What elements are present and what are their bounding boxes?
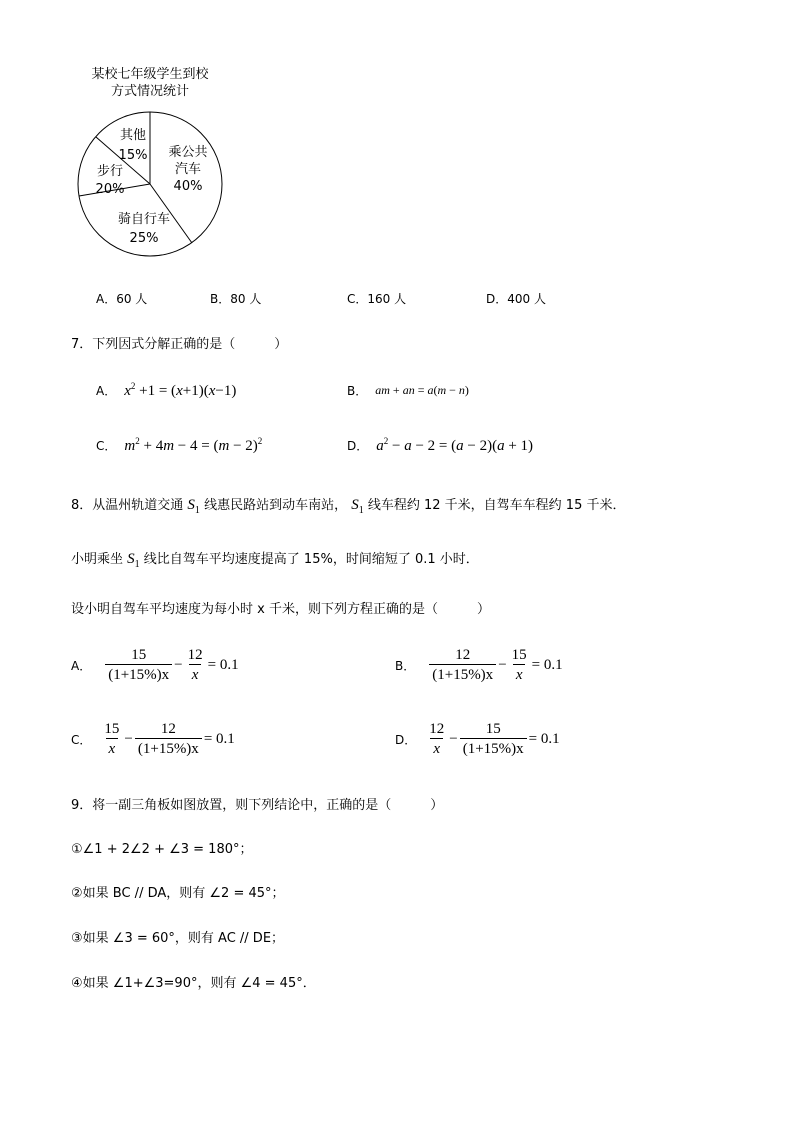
q6-option-c-text: 160 人 xyxy=(367,292,407,306)
q7-stem: 7．下列因式分解正确的是（ ） xyxy=(71,337,288,352)
pie-label-walk-name: 步行 xyxy=(96,164,123,179)
q8-option-d-frac2 xyxy=(460,720,527,759)
q6-option-a xyxy=(96,290,147,307)
pie-label-other xyxy=(110,126,156,166)
q8-option-c-num2: 12 xyxy=(160,721,176,737)
q8-option-c-frac2 xyxy=(135,720,202,759)
q7-option-c-label: C． xyxy=(96,439,117,453)
q6-option-b-label: B． xyxy=(210,292,231,306)
q8-s1-symbol-b xyxy=(351,497,364,516)
q8-line1-a: 8．从温州轨道交通 xyxy=(71,498,184,513)
q8-option-d-label: D． xyxy=(395,733,417,747)
q7-option-d xyxy=(347,436,533,455)
q7-option-b-label: B． xyxy=(347,384,368,398)
q8-s1-sub-b: 1 xyxy=(358,505,364,516)
q8-option-c-num1: 15 xyxy=(104,721,120,737)
pie-chart-title xyxy=(80,66,220,100)
q7-option-a-label: A． xyxy=(96,384,117,398)
q8-line1-b: 线惠民路站到动车南站， xyxy=(204,498,348,513)
pie-label-walk xyxy=(88,163,132,199)
q8-option-d-rhs: = 0.1 xyxy=(528,731,560,747)
q7-option-d-math: $a^2 - a - 2 = (a - 2)(a + 1)$ xyxy=(376,436,534,454)
pie-label-walk-value: 20% xyxy=(95,182,125,197)
q8-option-b-den1: (1+15%)x xyxy=(429,664,496,685)
q8-option-d-num1: 12 xyxy=(429,721,445,737)
q8-s1-symbol-a xyxy=(187,497,200,516)
q9-stem: 9．将一副三角板如图放置，则下列结论中，正确的是（ ） xyxy=(71,798,444,813)
q7-option-c xyxy=(96,436,262,455)
q8-option-d xyxy=(395,720,560,759)
q8-option-c-den2: (1+15%)x xyxy=(135,738,202,759)
q6-option-b-text: 80 人 xyxy=(230,292,262,306)
q8-line1-c: 线车程约 12 千米，自驾车车程约 15 千米． xyxy=(367,498,626,513)
q8-option-a-rhs: = 0.1 xyxy=(207,657,239,673)
q7-option-c-math: $m^2 + 4m - 4 = (m - 2)^2$ xyxy=(124,436,263,454)
q9-item-4: ④如果 ∠1+∠3=90°，则有 ∠4 = 45°． xyxy=(71,976,316,991)
q6-option-d xyxy=(486,290,546,307)
q8-option-a-frac1 xyxy=(105,646,172,685)
q8-option-a-den1: (1+15%)x xyxy=(105,664,172,685)
q8-s1-symbol-c xyxy=(127,551,140,570)
q6-option-a-text: 60 人 xyxy=(116,292,148,306)
q8-option-c-minus: − xyxy=(124,731,133,747)
q8-option-a-label: A． xyxy=(71,659,92,673)
q8-line2 xyxy=(71,548,479,570)
q8-option-b-num1: 12 xyxy=(455,647,471,663)
q8-option-a-num2: 12 xyxy=(187,647,203,663)
q8-option-c-label: C． xyxy=(71,733,92,747)
q6-option-b xyxy=(210,290,261,307)
q8-option-c-rhs: = 0.1 xyxy=(203,731,235,747)
pie-label-bike-value: 25% xyxy=(129,231,159,246)
pie-chart-title-line2: 方式情况统计 xyxy=(110,84,189,99)
q8-option-d-frac1 xyxy=(426,720,447,759)
q8-option-c-den1: x xyxy=(106,738,119,759)
q7-option-b-math: am + an = a(m − n) xyxy=(375,383,469,397)
q8-option-a-minus: − xyxy=(174,657,183,673)
q8-option-a-frac2 xyxy=(185,646,206,685)
q6-option-d-text: 400 人 xyxy=(507,292,546,306)
q8-option-d-den2: (1+15%)x xyxy=(460,738,527,759)
q8-option-c xyxy=(71,720,235,759)
pie-label-bus xyxy=(160,144,216,195)
q7-option-d-label: D． xyxy=(347,439,369,453)
pie-label-bike-name: 骑自行车 xyxy=(117,212,170,227)
q6-option-a-label: A． xyxy=(96,292,117,306)
q8-option-b-den2: x xyxy=(513,664,526,685)
q8-option-a xyxy=(71,646,239,685)
q9-item-1: ①∠1 + 2∠2 + ∠3 = 180°； xyxy=(71,842,253,857)
q8-line3: 设小明自驾车平均速度为每小时 x 千米，则下列方程正确的是（ ） xyxy=(71,602,490,617)
pie-chart-title-line1: 某校七年级学生到校 xyxy=(91,67,209,82)
q6-option-c-label: C． xyxy=(347,292,368,306)
q8-option-b-num2: 15 xyxy=(511,647,527,663)
q8-option-b-label: B． xyxy=(395,659,416,673)
q8-option-c-frac1 xyxy=(101,720,122,759)
q8-option-b-rhs: = 0.1 xyxy=(531,657,563,673)
pie-label-bus-name1: 乘公共 xyxy=(168,145,208,160)
q8-option-b-minus: − xyxy=(498,657,507,673)
pie-label-other-value: 15% xyxy=(118,148,148,163)
q9-item-3: ③如果 ∠3 = 60°，则有 AC // DE； xyxy=(71,931,285,946)
q8-option-a-num1: 15 xyxy=(131,647,147,663)
q6-option-d-label: D． xyxy=(486,292,508,306)
q7-option-a-math: $x^2 +1 = (x+1)(x-1)$ xyxy=(124,381,237,399)
pie-label-bike xyxy=(108,210,180,248)
q8-option-d-num2: 15 xyxy=(485,721,501,737)
q8-s1-s-b: S xyxy=(351,497,359,513)
q8-option-d-den1: x xyxy=(430,738,443,759)
q8-s1-sub-c: 1 xyxy=(134,559,140,570)
pie-label-bus-value: 40% xyxy=(173,179,203,194)
q8-option-d-minus: − xyxy=(449,731,458,747)
pie-label-bus-name2: 汽车 xyxy=(174,162,201,177)
q8-option-b-frac2 xyxy=(509,646,530,685)
q8-option-b xyxy=(395,646,563,685)
q6-option-c xyxy=(347,290,406,307)
q8-line2-b: 线比自驾车平均速度提高了 15%，时间缩短了 0.1 小时． xyxy=(143,552,479,567)
q8-option-a-den2: x xyxy=(189,664,202,685)
q9-item-2: ②如果 BC // DA，则有 ∠2 = 45°； xyxy=(71,886,285,901)
q8-s1-s-a: S xyxy=(187,497,195,513)
q8-s1-sub-a: 1 xyxy=(194,505,200,516)
q8-line2-a: 小明乘坐 xyxy=(71,552,124,567)
q8-line1 xyxy=(71,494,625,516)
q8-s1-s-c: S xyxy=(127,551,135,567)
q8-option-b-frac1 xyxy=(429,646,496,685)
q7-option-a xyxy=(96,381,236,400)
q7-option-b xyxy=(347,382,469,399)
pie-label-other-name: 其他 xyxy=(119,128,146,143)
